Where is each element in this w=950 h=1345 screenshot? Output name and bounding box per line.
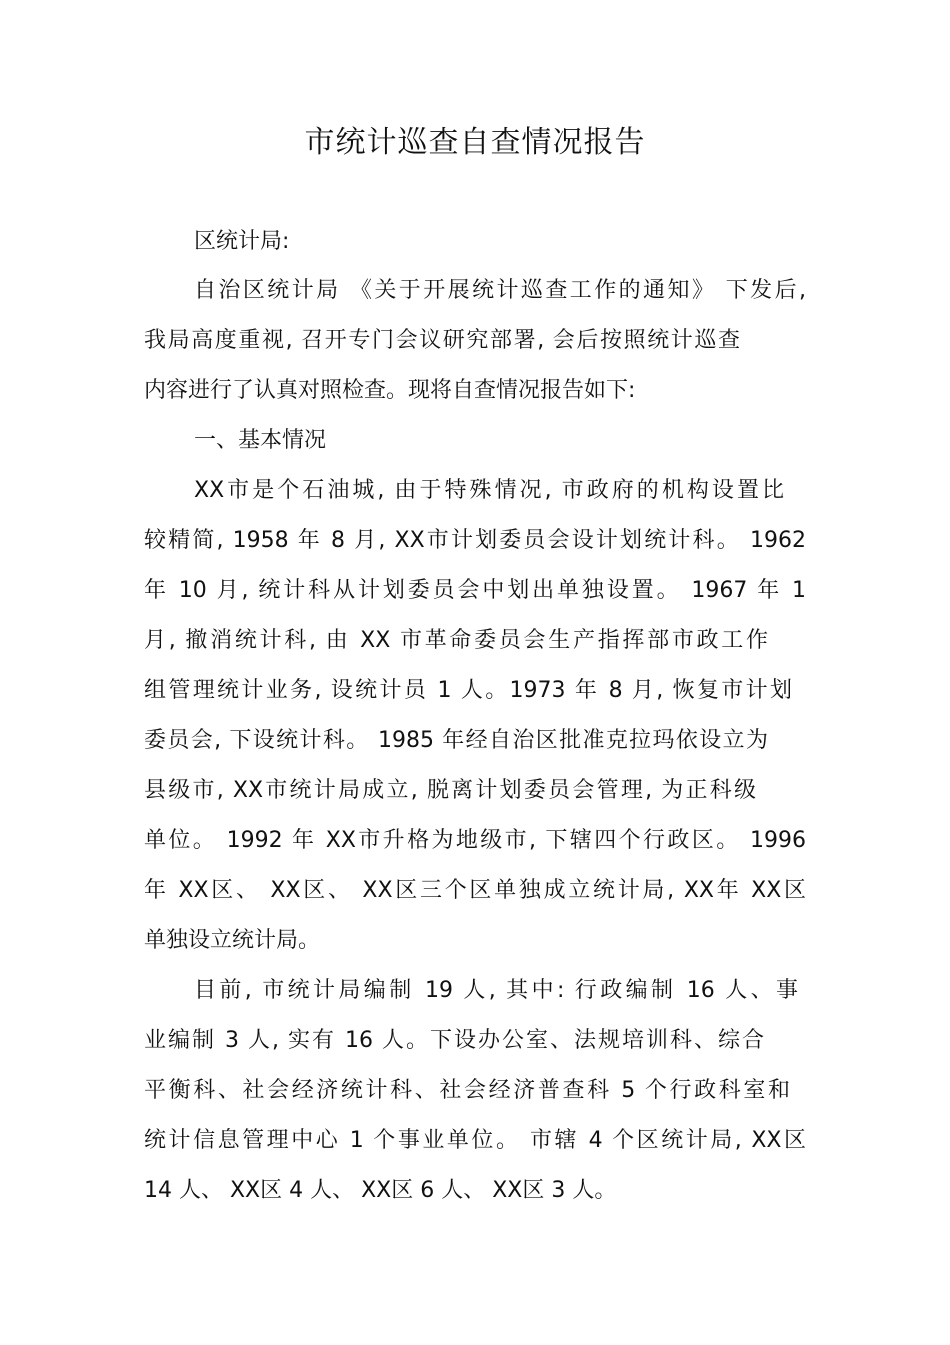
paragraph-line: 单位。 1992 年 XX市升格为地级市, 下辖四个行政区。 1996 xyxy=(144,828,806,853)
salutation: 区统计局: xyxy=(194,229,290,254)
paragraph-line: 平衡科、社会经济统计科、社会经济普查科 5 个行政科室和 xyxy=(144,1078,790,1103)
paragraph-line: 业编制 3 人, 实有 16 人。下设办公室、法规培训科、综合 xyxy=(144,1028,764,1053)
paragraph-line: 我局高度重视, 召开专门会议研究部署, 会后按照统计巡查 xyxy=(144,328,740,353)
paragraph-line: 年 XX区、 XX区、 XX区三个区单独成立统计局, XX年 XX区 xyxy=(144,878,806,903)
paragraph-line: 月, 撤消统计科, 由 XX 市革命委员会生产指挥部市政工作 xyxy=(144,628,768,653)
document-title: 市统计巡查自查情况报告 xyxy=(304,125,646,160)
paragraph-line: 县级市, XX市统计局成立, 脱离计划委员会管理, 为正科级 xyxy=(144,778,756,803)
paragraph-line: 自治区统计局 《关于开展统计巡查工作的通知》 下发后, xyxy=(194,278,806,303)
paragraph-line: 目前, 市统计局编制 19 人, 其中: 行政编制 16 人、事 xyxy=(194,978,798,1003)
paragraph-line: 较精简, 1958 年 8 月, XX市计划委员会设计划统计科。 1962 xyxy=(144,528,806,553)
paragraph-line: 组管理统计业务, 设统计员 1 人。1973 年 8 月, 恢复市计划 xyxy=(144,678,792,703)
paragraph-line: 委员会, 下设统计科。 1985 年经自治区批准克拉玛依设立为 xyxy=(144,728,768,753)
paragraph-line: 14 人、 XX区 4 人、 XX区 6 人、 XX区 3 人。 xyxy=(144,1178,617,1203)
paragraph-line: 内容进行了认真对照检查。现将自查情况报告如下: xyxy=(144,378,636,403)
paragraph-line: XX市是个石油城, 由于特殊情况, 市政府的机构设置比 xyxy=(194,478,784,503)
paragraph-line: 单独设立统计局。 xyxy=(144,928,321,953)
paragraph-line: 年 10 月, 统计科从计划委员会中划出单独设置。 1967 年 1 xyxy=(144,578,806,603)
section-heading: 一、基本情况 xyxy=(194,428,327,453)
paragraph-line: 统计信息管理中心 1 个事业单位。 市辖 4 个区统计局, XX区 xyxy=(144,1128,806,1153)
